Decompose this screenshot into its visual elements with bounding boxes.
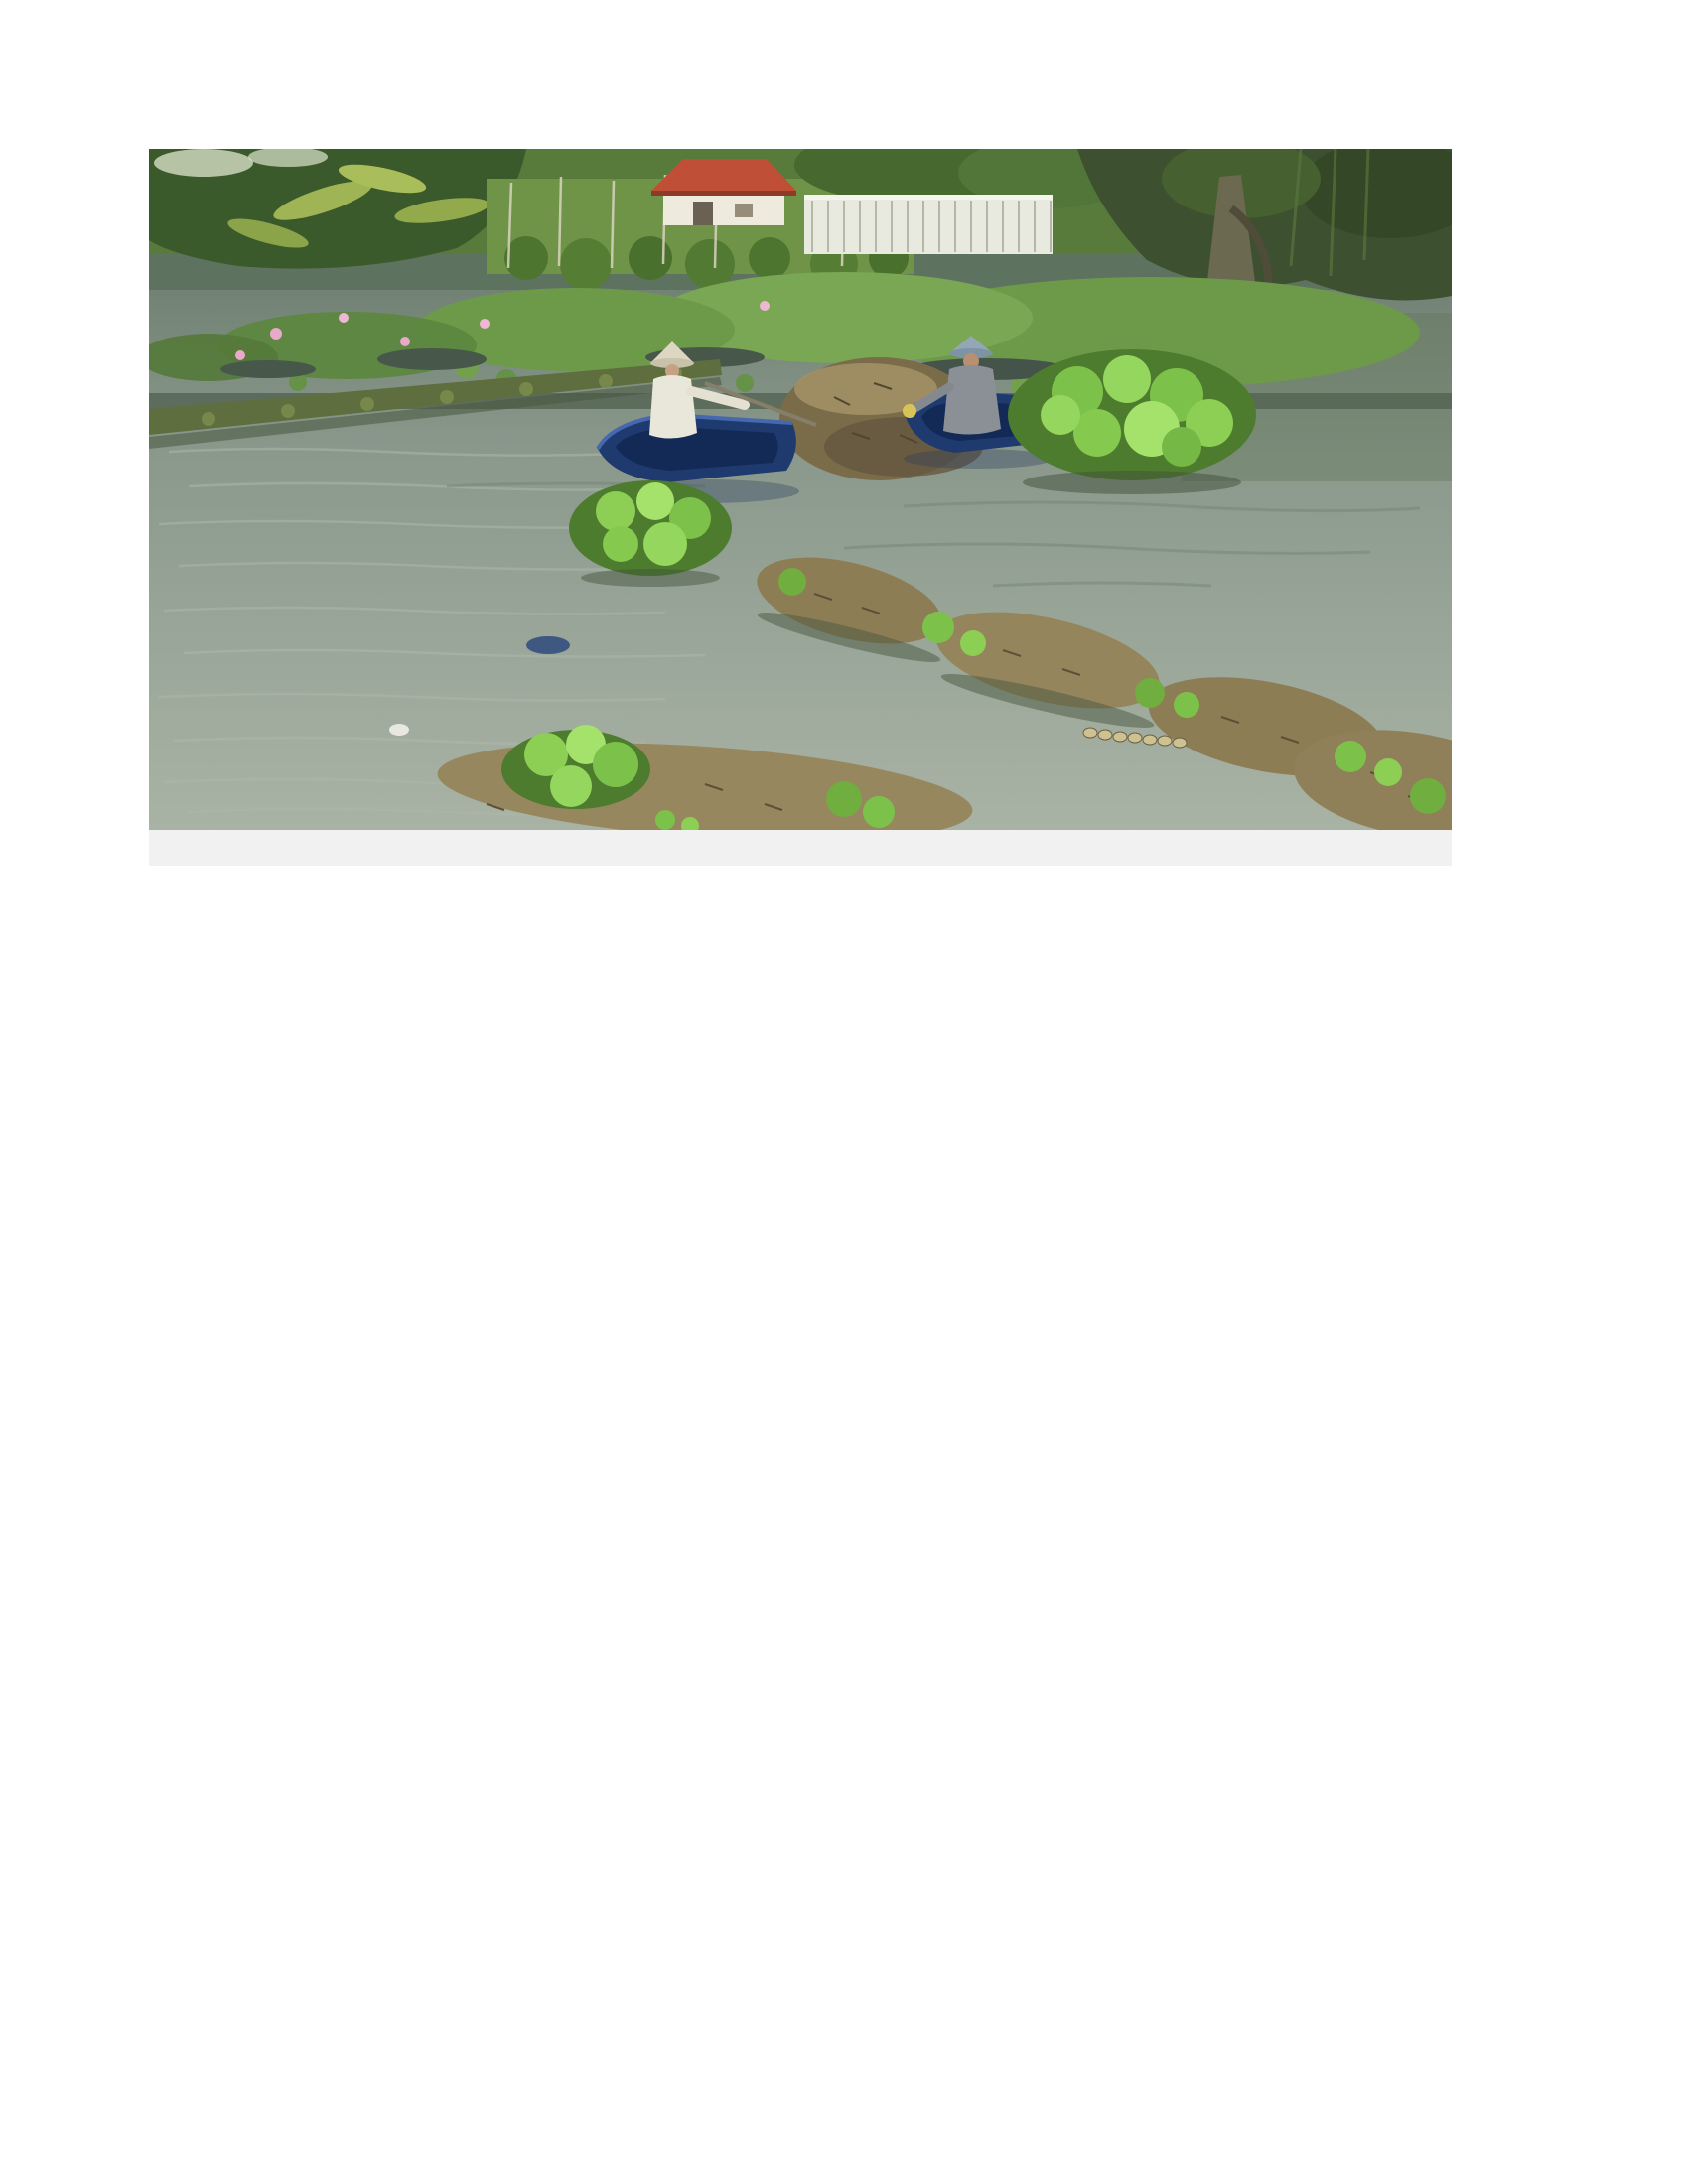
photo-caption <box>149 830 1452 866</box>
article-photo-figure <box>149 149 1452 866</box>
article-content <box>149 149 1491 866</box>
article-photo <box>149 149 1452 830</box>
photo-fence <box>804 195 1053 254</box>
